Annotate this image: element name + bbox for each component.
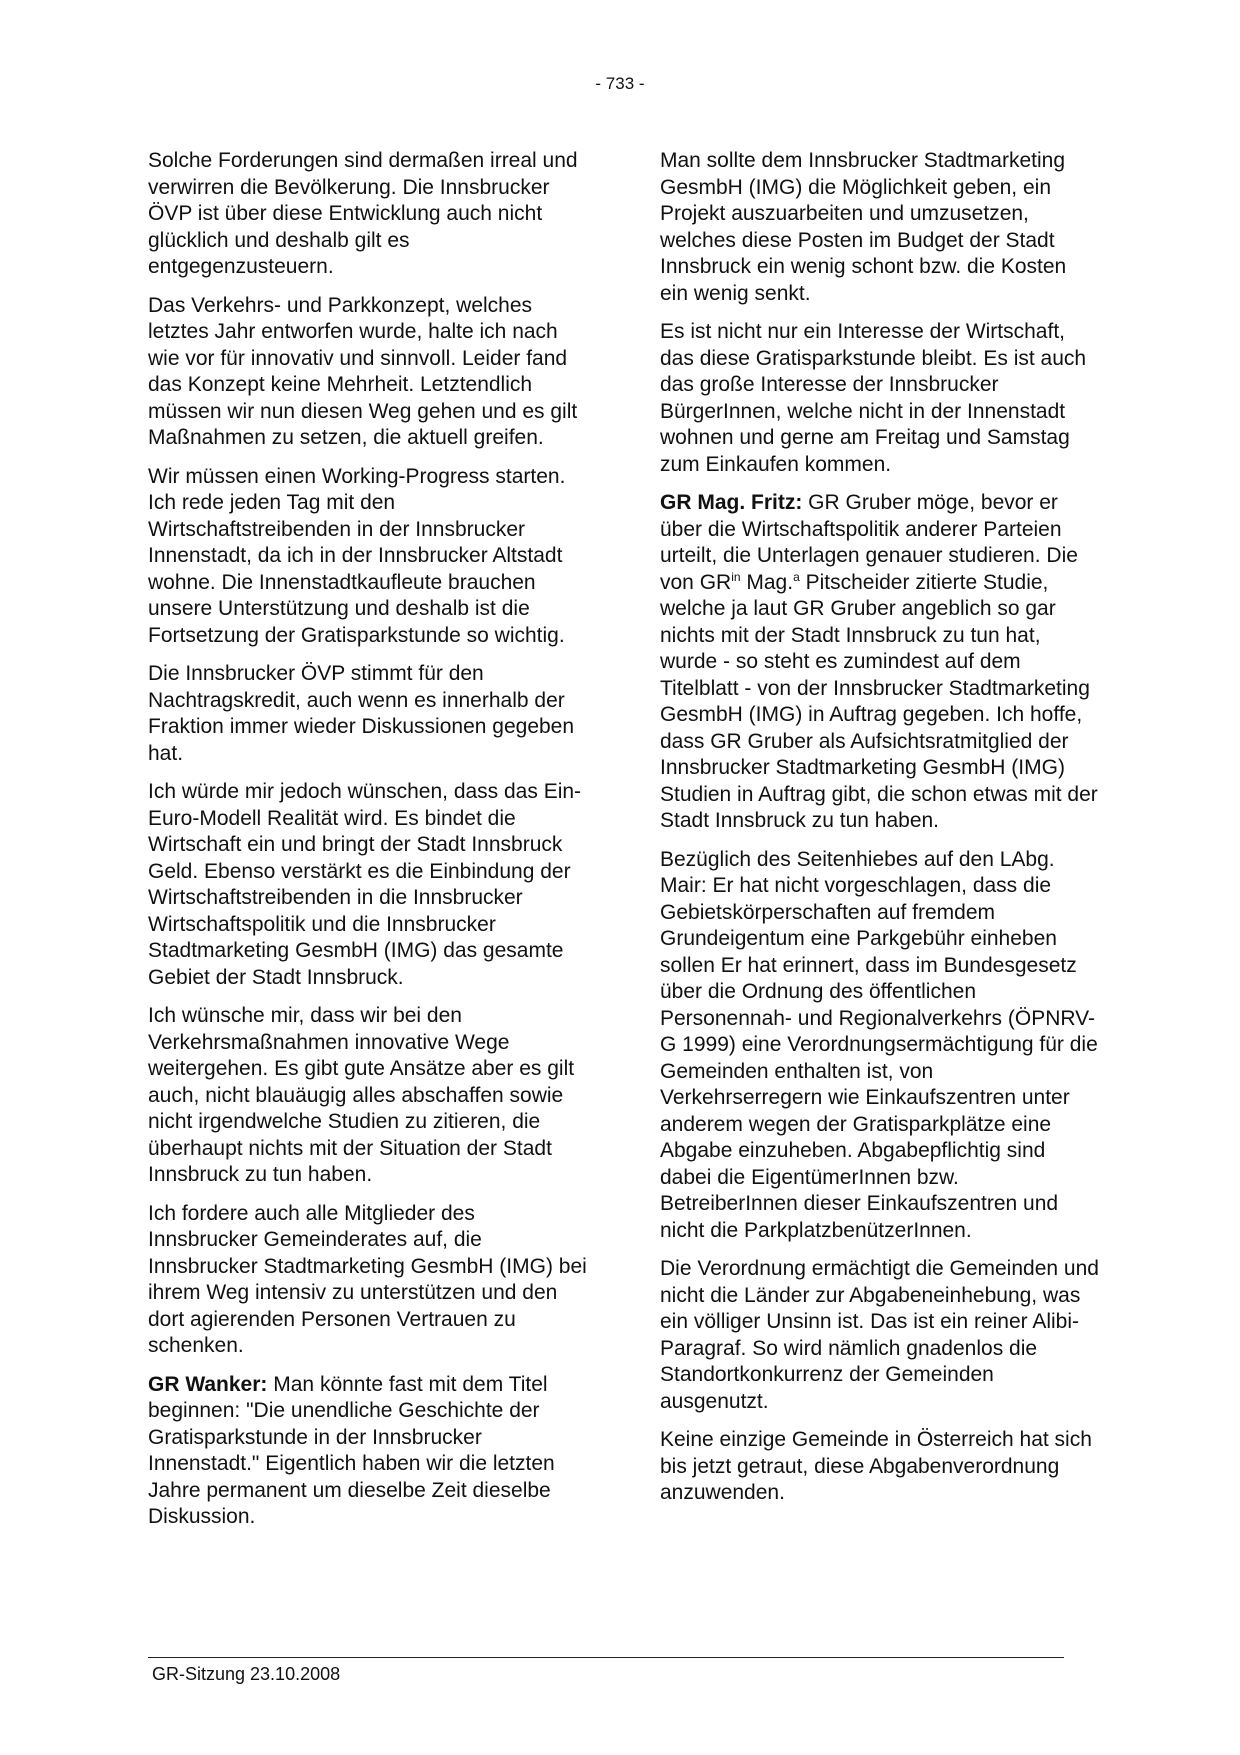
speech-wanker	[148, 1372, 588, 1531]
paragraph: Solche Forderungen sind dermaßen irreal und verwirren die Bevölkerung. Die Innsbrucker ÖVP ist über diese Entwicklung auch nicht glücklich und deshalb gilt es entgegenzusteuern.	[148, 149, 578, 278]
paragraph: Es ist nicht nur ein Interesse der Wirtschaft, das diese Gratisparkstunde bleibt. Es ist auch das große Interesse der Innsbrucker BürgerInnen, welche nicht in der Innenstadt wohnen und gerne am Freitag und Samstag zum Einkaufen kommen.	[660, 320, 1087, 476]
superscript: in	[731, 569, 741, 584]
footer-divider	[148, 1657, 1064, 1658]
speech-fritz	[660, 490, 1100, 835]
left-column	[148, 148, 588, 1543]
paragraph: Ich fordere auch alle Mitglieder des Innsbrucker Gemeinderates auf, die Innsbrucker Stadtmarketing GesmbH (IMG) bei ihrem Weg intensiv zu unterstützen und den dort agierenden Personen Vertrauen zu schenken.	[148, 1201, 587, 1357]
footer-session-date: GR-Sitzung 23.10.2008	[152, 1664, 341, 1684]
paragraph: Ich wünsche mir, dass wir bei den Verkehrsmaßnahmen innovative Wege weitergehen. Es gibt gute Ansätze aber es gilt auch, nicht blauäugig alles abschaffen sowie nicht irgendwelche Studien zu zitieren, die überhaupt nichts mit der Situation der Stadt Innsbruck zu tun haben.	[148, 1004, 575, 1186]
speech-text: Pitscheider zitierte Studie, welche ja laut GR Gruber angeblich so gar nichts mit der Stadt Innsbruck zu tun hat, wurde - so steht es zumindest auf dem Titelblatt - von der Innsbrucker Stadtmarketing GesmbH (IMG) in Auftrag gegeben. Ich hoffe, dass GR Gruber als Aufsichtsratmitglied der Innsbrucker Stadtmarketing GesmbH (IMG) Studien in Auftrag gibt, die schon etwas mit der Stadt Innsbruck zu tun haben.	[660, 570, 1098, 832]
paragraph: Man sollte dem Innsbrucker Stadtmarketing GesmbH (IMG) die Möglichkeit geben, ein Projekt auszuarbeiten und umzusetzen, welches diese Posten im Budget der Stadt Innsbruck ein wenig schont bzw. die Kosten ein wenig senkt.	[660, 149, 1067, 305]
speaker-name: GR Mag. Fritz:	[660, 491, 803, 514]
right-column	[660, 148, 1100, 1519]
paragraph: Keine einzige Gemeinde in Österreich hat sich bis jetzt getraut, diese Abgabenverordnung anzuwenden.	[660, 1428, 1092, 1504]
page-number: - 733 -	[595, 74, 645, 93]
paragraph: Das Verkehrs- und Parkkonzept, welches letztes Jahr entworfen wurde, halte ich nach wie vor für innovativ und sinnvoll. Leider fand das Konzept keine Mehrheit. Letztendlich müssen wir nun diesen Weg gehen und es gilt Maßnahmen zu setzen, die aktuell greifen.	[148, 293, 578, 449]
paragraph: Wir müssen einen Working-Progress starten. Ich rede jeden Tag mit den Wirtschaftstreibenden in der Innsbrucker Innenstadt, da ich in der Innsbrucker Altstadt wohne. Die Innenstadtkaufleute brauchen unsere Unterstützung und deshalb ist die Fortsetzung der Gratisparkstunde so wichtig.	[148, 464, 566, 647]
paragraph: Bezüglich des Seitenhiebes auf den LAbg. Mair: Er hat nicht vorgeschlagen, dass die Gebietskörperschaften auf fremdem Grundeigentum eine Parkgebühr einheben sollen Er hat erinnert, dass im Bundesgesetz über die Ordnung des öffentlichen Personennah- und Regionalverkehrs (ÖPNRV-G 1999) eine Verordnungsermächtigung für die Gemeinden enthalten ist, von Verkehrserregern wie Einkaufszentren unter anderem wegen der Gratisparkplätze eine Abgabe einzuheben. Abgabepflichtig sind dabei die EigentümerInnen bzw. BetreiberInnen dieser Einkaufszentren und nicht die ParkplatzbenützerInnen.	[660, 847, 1098, 1242]
speaker-name: GR Wanker:	[148, 1372, 268, 1396]
paragraph: Die Innsbrucker ÖVP stimmt für den Nachtragskredit, auch wenn es innerhalb der Fraktion immer wieder Diskussionen gegeben hat.	[148, 662, 575, 765]
superscript: a	[793, 569, 800, 584]
speech-text: GR Gruber möge, bevor er über die Wirtschaftspolitik anderer Parteien urteilt, die Unterlagen genauer studieren. Die von GR	[660, 491, 1078, 594]
paragraph: Die Verordnung ermächtigt die Gemeinden und nicht die Länder zur Abgabeneinhebung, was ein völliger Unsinn ist. Das ist ein reiner Alibi-Paragraf. So wird nämlich gnadenlos die Standortkonkurrenz der Gemeinden ausgenutzt.	[660, 1257, 1099, 1413]
paragraph: Ich würde mir jedoch wünschen, dass das Ein-Euro-Modell Realität wird. Es bindet die Wirtschaft ein und bringt der Stadt Innsbruck Geld. Ebenso verstärkt es die Einbindung der Wirtschaftstreibenden in die Innsbrucker Wirtschaftspolitik und die Innsbrucker Stadtmarketing GesmbH (IMG) das gesamte Gebiet der Stadt Innsbruck.	[148, 780, 582, 989]
speech-text: Mag.	[740, 570, 794, 594]
speech-text: Man könnte fast mit dem Titel beginnen: "Die unendliche Geschichte der Gratisparkstunde in der Innsbrucker Innenstadt." Eigentlich haben wir die letzten Jahre permanent um dieselbe Zeit dieselbe Diskussion.	[148, 1372, 555, 1528]
